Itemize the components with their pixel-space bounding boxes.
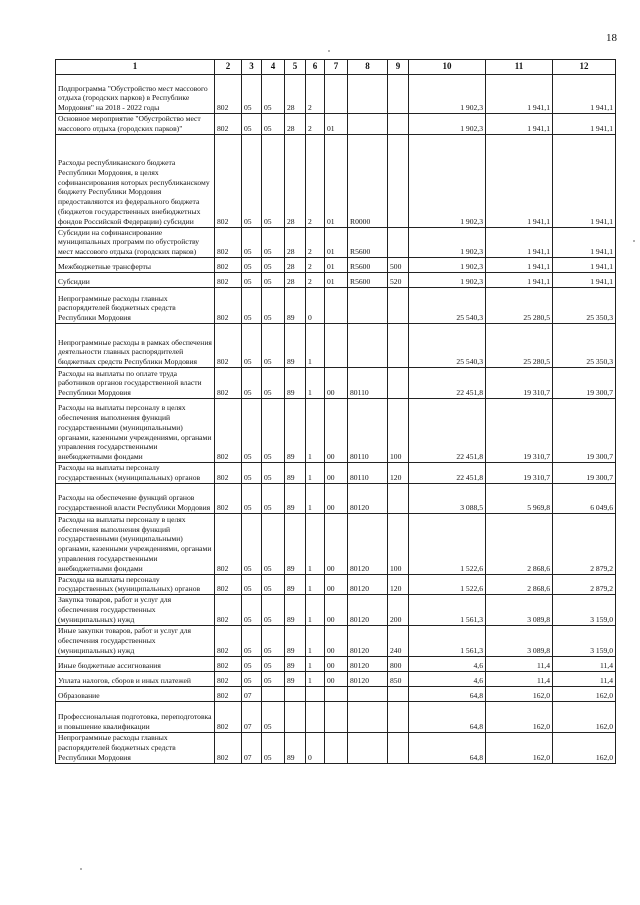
table-row [56, 227, 616, 257]
table-row [56, 625, 616, 656]
code-cell-6: 2 [306, 114, 325, 135]
code-cell-7 [325, 323, 348, 367]
code-cell-5: 89 [285, 398, 306, 462]
code-cell-3: 05 [242, 574, 262, 595]
table-row [56, 671, 616, 686]
code-cell-9: 120 [388, 462, 409, 483]
code-cell-9: 800 [388, 656, 409, 671]
code-cell-6 [306, 686, 325, 701]
code-cell-5: 89 [285, 574, 306, 595]
amount-cell-11: 19 310,7 [486, 462, 553, 483]
code-cell-8 [348, 114, 388, 135]
code-cell-7: 00 [325, 398, 348, 462]
code-cell-6: 0 [306, 287, 325, 323]
code-cell-5: 89 [285, 462, 306, 483]
amount-cell-12: 25 350,3 [553, 287, 616, 323]
amount-cell-12: 3 159,0 [553, 625, 616, 656]
amount-cell-11: 19 310,7 [486, 398, 553, 462]
amount-cell-11: 162,0 [486, 701, 553, 732]
code-cell-5: 28 [285, 227, 306, 257]
row-name-cell: Субсидии на софинансирование муниципальных программ по обустройству мест массового отдыха (городских парков) [56, 227, 215, 257]
row-name-cell: Расходы на выплаты персоналу государственных (муниципальных) органов [56, 462, 215, 483]
table-row [56, 367, 616, 398]
column-header-5: 5 [285, 60, 306, 75]
row-name-cell: Непрограммные расходы главных распорядителей бюджетных средств Республики Мордовия [56, 287, 215, 323]
table-row [56, 732, 616, 763]
table-row [56, 513, 616, 574]
amount-cell-12: 6 049,6 [553, 483, 616, 513]
code-cell-7: 00 [325, 483, 348, 513]
column-header-10: 10 [409, 60, 486, 75]
amount-cell-10: 22 451,8 [409, 462, 486, 483]
code-cell-6: 2 [306, 134, 325, 227]
amount-cell-11: 3 089,8 [486, 625, 553, 656]
code-cell-2: 802 [215, 574, 242, 595]
code-cell-5: 89 [285, 595, 306, 625]
row-name-cell: Расходы на выплаты персоналу государственных (муниципальных) органов [56, 574, 215, 595]
code-cell-8: 80110 [348, 398, 388, 462]
code-cell-5: 28 [285, 272, 306, 287]
code-cell-7: 01 [325, 114, 348, 135]
code-cell-3: 05 [242, 134, 262, 227]
code-cell-8 [348, 287, 388, 323]
amount-cell-10: 22 451,8 [409, 398, 486, 462]
row-name-cell: Иные бюджетные ассигнования [56, 656, 215, 671]
amount-cell-10: 1 522,6 [409, 513, 486, 574]
code-cell-9: 240 [388, 625, 409, 656]
code-cell-4: 05 [262, 671, 285, 686]
amount-cell-12: 2 879,2 [553, 574, 616, 595]
code-cell-2: 802 [215, 462, 242, 483]
code-cell-6: 1 [306, 625, 325, 656]
column-header-7: 7 [325, 60, 348, 75]
code-cell-8: R5600 [348, 257, 388, 272]
code-cell-9: 120 [388, 574, 409, 595]
amount-cell-12: 1 941,1 [553, 114, 616, 135]
code-cell-5: 89 [285, 513, 306, 574]
table-row [56, 595, 616, 625]
code-cell-8: 80120 [348, 483, 388, 513]
budget-table [55, 59, 616, 764]
amount-cell-11: 1 941,1 [486, 114, 553, 135]
row-name-cell: Основное мероприятие "Обустройство мест массового отдыха (городских парков)" [56, 114, 215, 135]
code-cell-3: 05 [242, 75, 262, 114]
amount-cell-12: 1 941,1 [553, 134, 616, 227]
row-name-cell: Иные закупки товаров, работ и услуг для обеспечения государственных (муниципальных) нужд [56, 625, 215, 656]
amount-cell-12: 1 941,1 [553, 272, 616, 287]
code-cell-6: 1 [306, 656, 325, 671]
code-cell-7: 00 [325, 625, 348, 656]
table-row [56, 398, 616, 462]
amount-cell-12: 162,0 [553, 701, 616, 732]
amount-cell-11: 11,4 [486, 671, 553, 686]
code-cell-4: 05 [262, 287, 285, 323]
amount-cell-11: 162,0 [486, 732, 553, 763]
table-row [56, 483, 616, 513]
amount-cell-10: 1 561,3 [409, 595, 486, 625]
code-cell-8 [348, 686, 388, 701]
code-cell-3: 05 [242, 323, 262, 367]
row-name-cell: Межбюджетные трансферты [56, 257, 215, 272]
code-cell-9 [388, 483, 409, 513]
amount-cell-10: 1 902,3 [409, 134, 486, 227]
code-cell-5 [285, 701, 306, 732]
row-name-cell: Субсидии [56, 272, 215, 287]
amount-cell-10: 1 902,3 [409, 257, 486, 272]
amount-cell-12: 3 159,0 [553, 595, 616, 625]
column-header-8: 8 [348, 60, 388, 75]
code-cell-7 [325, 287, 348, 323]
code-cell-3: 05 [242, 462, 262, 483]
code-cell-8: 80120 [348, 595, 388, 625]
table-row [56, 287, 616, 323]
code-cell-9 [388, 227, 409, 257]
code-cell-8 [348, 701, 388, 732]
code-cell-7: 01 [325, 257, 348, 272]
code-cell-2: 802 [215, 483, 242, 513]
code-cell-2: 802 [215, 701, 242, 732]
amount-cell-10: 64,8 [409, 732, 486, 763]
table-row [56, 257, 616, 272]
amount-cell-11: 1 941,1 [486, 134, 553, 227]
amount-cell-10: 25 540,3 [409, 323, 486, 367]
code-cell-2: 802 [215, 114, 242, 135]
amount-cell-10: 1 522,6 [409, 574, 486, 595]
code-cell-6: 1 [306, 574, 325, 595]
code-cell-8: 80120 [348, 656, 388, 671]
amount-cell-11: 2 868,6 [486, 513, 553, 574]
amount-cell-11: 1 941,1 [486, 257, 553, 272]
table-row [56, 75, 616, 114]
code-cell-4: 05 [262, 257, 285, 272]
amount-cell-10: 22 451,8 [409, 367, 486, 398]
code-cell-9: 100 [388, 513, 409, 574]
amount-cell-10: 25 540,3 [409, 287, 486, 323]
code-cell-7: 00 [325, 462, 348, 483]
code-cell-5: 89 [285, 656, 306, 671]
code-cell-4: 05 [262, 114, 285, 135]
code-cell-9 [388, 701, 409, 732]
code-cell-6: 1 [306, 513, 325, 574]
scan-speck [80, 868, 82, 870]
amount-cell-11: 2 868,6 [486, 574, 553, 595]
code-cell-7: 00 [325, 367, 348, 398]
table-body [56, 75, 616, 764]
code-cell-4: 05 [262, 462, 285, 483]
column-header-1: 1 [56, 60, 215, 75]
code-cell-9 [388, 323, 409, 367]
amount-cell-12: 1 941,1 [553, 257, 616, 272]
code-cell-7: 00 [325, 671, 348, 686]
amount-cell-10: 64,8 [409, 701, 486, 732]
code-cell-4: 05 [262, 701, 285, 732]
code-cell-5 [285, 686, 306, 701]
code-cell-5: 89 [285, 287, 306, 323]
code-cell-9: 200 [388, 595, 409, 625]
code-cell-4: 05 [262, 134, 285, 227]
code-cell-7 [325, 686, 348, 701]
amount-cell-11: 19 310,7 [486, 367, 553, 398]
code-cell-2: 802 [215, 513, 242, 574]
amount-cell-12: 1 941,1 [553, 227, 616, 257]
row-name-cell: Непрограммные расходы главных распорядителей бюджетных средств Республики Мордовия [56, 732, 215, 763]
scan-speck [328, 50, 330, 52]
code-cell-7 [325, 75, 348, 114]
code-cell-9 [388, 367, 409, 398]
code-cell-9 [388, 732, 409, 763]
amount-cell-10: 1 561,3 [409, 625, 486, 656]
code-cell-6: 2 [306, 227, 325, 257]
table-row [56, 114, 616, 135]
code-cell-2: 802 [215, 732, 242, 763]
row-name-cell: Расходы на выплаты по оплате труда работников органов государственной власти Республики Мордовия [56, 367, 215, 398]
code-cell-2: 802 [215, 398, 242, 462]
row-name-cell: Расходы республиканского бюджета Республики Мордовия, в целях софинансирования которых республиканскому бюджету Республики Мордовия предоставляются из федерального бюджета (бюджетов государственных внебюджетных фондов Российской Федерации) субсидии [56, 134, 215, 227]
amount-cell-10: 1 902,3 [409, 75, 486, 114]
code-cell-2: 802 [215, 595, 242, 625]
table-row [56, 686, 616, 701]
amount-cell-12: 2 879,2 [553, 513, 616, 574]
code-cell-9 [388, 75, 409, 114]
amount-cell-12: 162,0 [553, 732, 616, 763]
scan-speck [633, 240, 635, 242]
code-cell-2: 802 [215, 323, 242, 367]
code-cell-6: 1 [306, 462, 325, 483]
amount-cell-11: 25 280,5 [486, 323, 553, 367]
code-cell-6: 2 [306, 257, 325, 272]
code-cell-2: 802 [215, 287, 242, 323]
code-cell-7: 01 [325, 227, 348, 257]
code-cell-2: 802 [215, 671, 242, 686]
amount-cell-12: 1 941,1 [553, 75, 616, 114]
code-cell-8: 80110 [348, 367, 388, 398]
code-cell-7: 01 [325, 272, 348, 287]
code-cell-5: 89 [285, 671, 306, 686]
code-cell-2: 802 [215, 367, 242, 398]
code-cell-9: 100 [388, 398, 409, 462]
code-cell-9: 850 [388, 671, 409, 686]
code-cell-3: 05 [242, 513, 262, 574]
amount-cell-12: 25 350,3 [553, 323, 616, 367]
code-cell-9 [388, 114, 409, 135]
code-cell-3: 07 [242, 701, 262, 732]
code-cell-7: 00 [325, 513, 348, 574]
code-cell-4: 05 [262, 625, 285, 656]
table-row [56, 701, 616, 732]
column-header-4: 4 [262, 60, 285, 75]
amount-cell-11: 5 969,8 [486, 483, 553, 513]
code-cell-4: 05 [262, 595, 285, 625]
code-cell-9: 520 [388, 272, 409, 287]
code-cell-4: 05 [262, 732, 285, 763]
code-cell-8: R5600 [348, 272, 388, 287]
amount-cell-12: 11,4 [553, 656, 616, 671]
table-row [56, 134, 616, 227]
code-cell-5: 89 [285, 323, 306, 367]
amount-cell-10: 4,6 [409, 656, 486, 671]
page-number: 18 [606, 32, 617, 44]
code-cell-4: 05 [262, 75, 285, 114]
code-cell-6: 1 [306, 483, 325, 513]
code-cell-2: 802 [215, 227, 242, 257]
row-name-cell: Расходы на выплаты персоналу в целях обеспечения выполнения функций государственными (муниципальными) органами, казенными учреждениями, органами управления государственными внебюджетными фондами [56, 398, 215, 462]
code-cell-5: 89 [285, 625, 306, 656]
code-cell-6: 1 [306, 367, 325, 398]
code-cell-7: 01 [325, 134, 348, 227]
code-cell-3: 05 [242, 272, 262, 287]
code-cell-5: 28 [285, 134, 306, 227]
amount-cell-11: 11,4 [486, 656, 553, 671]
code-cell-5: 89 [285, 367, 306, 398]
code-cell-8: 80120 [348, 625, 388, 656]
code-cell-2: 802 [215, 272, 242, 287]
code-cell-3: 05 [242, 287, 262, 323]
code-cell-4: 05 [262, 656, 285, 671]
code-cell-7 [325, 732, 348, 763]
code-cell-2: 802 [215, 656, 242, 671]
code-cell-8 [348, 75, 388, 114]
row-name-cell: Профессиональная подготовка, переподготовка и повышение квалификации [56, 701, 215, 732]
code-cell-4: 05 [262, 483, 285, 513]
code-cell-8: 80120 [348, 513, 388, 574]
code-cell-9 [388, 134, 409, 227]
amount-cell-12: 19 300,7 [553, 462, 616, 483]
amount-cell-11: 1 941,1 [486, 227, 553, 257]
code-cell-5: 28 [285, 114, 306, 135]
column-header-2: 2 [215, 60, 242, 75]
code-cell-9 [388, 287, 409, 323]
code-cell-2: 802 [215, 75, 242, 114]
amount-cell-10: 4,6 [409, 671, 486, 686]
code-cell-8 [348, 732, 388, 763]
code-cell-2: 802 [215, 625, 242, 656]
amount-cell-11: 3 089,8 [486, 595, 553, 625]
code-cell-9 [388, 686, 409, 701]
amount-cell-12: 162,0 [553, 686, 616, 701]
code-cell-7: 00 [325, 595, 348, 625]
amount-cell-11: 1 941,1 [486, 272, 553, 287]
code-cell-3: 05 [242, 227, 262, 257]
code-cell-8: R0000 [348, 134, 388, 227]
column-header-6: 6 [306, 60, 325, 75]
code-cell-8: 80110 [348, 462, 388, 483]
code-cell-6: 1 [306, 671, 325, 686]
table-row [56, 272, 616, 287]
code-cell-8: 80120 [348, 671, 388, 686]
code-cell-2: 802 [215, 134, 242, 227]
code-cell-4: 05 [262, 513, 285, 574]
code-cell-4: 05 [262, 272, 285, 287]
code-cell-3: 05 [242, 625, 262, 656]
code-cell-3: 05 [242, 483, 262, 513]
code-cell-6: 2 [306, 75, 325, 114]
code-cell-9: 500 [388, 257, 409, 272]
amount-cell-12: 11,4 [553, 671, 616, 686]
code-cell-3: 05 [242, 671, 262, 686]
code-cell-8 [348, 323, 388, 367]
code-cell-4: 05 [262, 574, 285, 595]
code-cell-3: 07 [242, 732, 262, 763]
amount-cell-10: 1 902,3 [409, 114, 486, 135]
code-cell-3: 05 [242, 595, 262, 625]
column-header-11: 11 [486, 60, 553, 75]
code-cell-4: 05 [262, 323, 285, 367]
code-cell-2: 802 [215, 686, 242, 701]
code-cell-7: 00 [325, 574, 348, 595]
row-name-cell: Непрограммные расходы в рамках обеспечения деятельности главных распорядителей бюджетных средств Республики Мордовия [56, 323, 215, 367]
column-header-12: 12 [553, 60, 616, 75]
code-cell-3: 05 [242, 114, 262, 135]
column-header-9: 9 [388, 60, 409, 75]
column-header-3: 3 [242, 60, 262, 75]
code-cell-8: 80120 [348, 574, 388, 595]
amount-cell-10: 3 088,5 [409, 483, 486, 513]
amount-cell-10: 64,8 [409, 686, 486, 701]
amount-cell-12: 19 300,7 [553, 398, 616, 462]
code-cell-6: 2 [306, 272, 325, 287]
amount-cell-11: 162,0 [486, 686, 553, 701]
table-row [56, 323, 616, 367]
amount-cell-10: 1 902,3 [409, 272, 486, 287]
code-cell-3: 05 [242, 398, 262, 462]
code-cell-8: R5600 [348, 227, 388, 257]
row-name-cell: Закупка товаров, работ и услуг для обеспечения государственных (муниципальных) нужд [56, 595, 215, 625]
code-cell-4: 05 [262, 367, 285, 398]
code-cell-4 [262, 686, 285, 701]
code-cell-3: 05 [242, 257, 262, 272]
code-cell-3: 05 [242, 367, 262, 398]
code-cell-4: 05 [262, 398, 285, 462]
amount-cell-12: 19 300,7 [553, 367, 616, 398]
code-cell-6: 1 [306, 323, 325, 367]
row-name-cell: Расходы на выплаты персоналу в целях обеспечения выполнения функций государственными (муниципальными) органами, казенными учреждениями, органами управления государственными внебюджетными фондами [56, 513, 215, 574]
code-cell-2: 802 [215, 257, 242, 272]
code-cell-7: 00 [325, 656, 348, 671]
row-name-cell: Образование [56, 686, 215, 701]
code-cell-6: 0 [306, 732, 325, 763]
table-row [56, 574, 616, 595]
code-cell-3: 05 [242, 656, 262, 671]
row-name-cell: Расходы на обеспечение функций органов государственной власти Республики Мордовия [56, 483, 215, 513]
amount-cell-10: 1 902,3 [409, 227, 486, 257]
code-cell-5: 28 [285, 75, 306, 114]
code-cell-4: 05 [262, 227, 285, 257]
code-cell-6 [306, 701, 325, 732]
code-cell-5: 89 [285, 732, 306, 763]
code-cell-5: 89 [285, 483, 306, 513]
code-cell-7 [325, 701, 348, 732]
code-cell-6: 1 [306, 398, 325, 462]
amount-cell-11: 1 941,1 [486, 75, 553, 114]
code-cell-6: 1 [306, 595, 325, 625]
code-cell-3: 07 [242, 686, 262, 701]
row-name-cell: Подпрограмма "Обустройство мест массового отдыха (городских парков) в Республике Мордовия" на 2018 - 2022 годы [56, 75, 215, 114]
amount-cell-11: 25 280,5 [486, 287, 553, 323]
table-row [56, 462, 616, 483]
code-cell-5: 28 [285, 257, 306, 272]
table-row [56, 656, 616, 671]
row-name-cell: Уплата налогов, сборов и иных платежей [56, 671, 215, 686]
table-header-row [56, 60, 616, 75]
